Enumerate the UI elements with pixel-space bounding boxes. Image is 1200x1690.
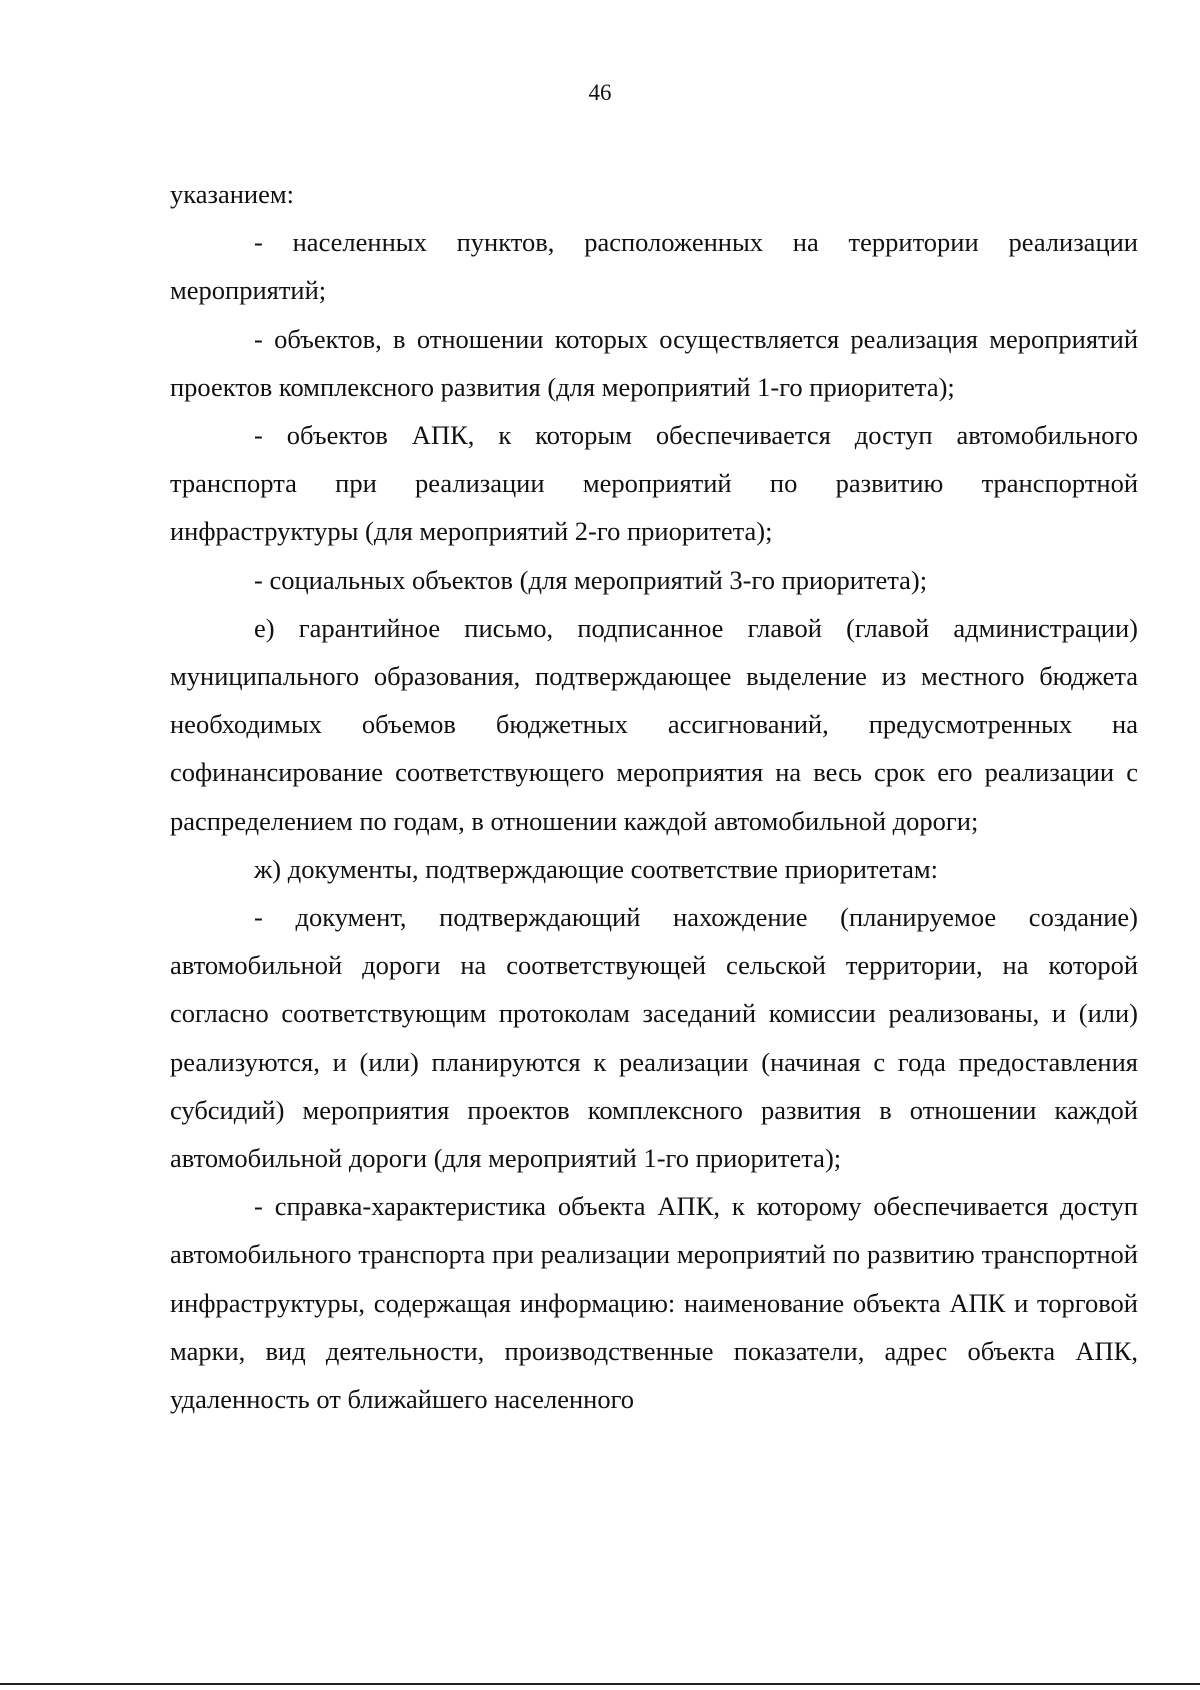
paragraph-1: указанием: xyxy=(170,179,294,209)
paragraph-3: - объектов, в отношении которых осуществляется реализация мероприятий проектов комплексного развития (для мероприятий 1-го приоритета); xyxy=(170,323,1138,402)
page-number: 46 xyxy=(588,80,612,105)
bottom-rule xyxy=(0,1683,1200,1685)
paragraph-5: - социальных объектов (для мероприятий 3-го приоритета); xyxy=(254,564,928,595)
paragraph-6: е) гарантийное письмо, подписанное главой (главой администрации) муниципального образования, подтверждающее выделение из местного бюджета необходимых объемов бюджетных ассигнований, предусмотренных на софинансирование соответствующего мероприятия на весь срок его реализации с распределением по годам, в отношении каждой автомобильной дороги; xyxy=(170,612,1138,836)
paragraph-4: - объектов АПК, к которым обеспечивается доступ автомобильного транспорта при реализации мероприятий по развитию транспортной инфраструктуры (для мероприятий 2-го приоритета); xyxy=(170,420,1138,547)
paragraph-8: - документ, подтверждающий нахождение (планируемое создание) автомобильной дороги на соответствующей сельской территории, на которой согласно соответствующим протоколам заседаний комиссии реализованы, и (или) реализуются, и (или) планируются к реализации (начиная с года предоставления субсидий) мероприятия проектов комплексного развития в отношении каждой автомобильной дороги (для мероприятий 1-го приоритета); xyxy=(170,902,1138,1174)
paragraph-2: - населенных пунктов, расположенных на территории реализации мероприятий; xyxy=(170,227,1138,306)
paragraph-9: - справка-характеристика объекта АПК, к которому обеспечивается доступ автомобильного транспорта при реализации мероприятий по развитию транспортной инфраструктуры, содержащая информацию: наименование объекта АПК и торговой марки, вид деятельности, производственные показатели, адрес объекта АПК, удаленность от ближайшего населенного xyxy=(170,1191,1138,1415)
text-body xyxy=(170,170,1138,1423)
paragraph-7: ж) документы, подтверждающие соответствие приоритетам: xyxy=(254,853,939,884)
